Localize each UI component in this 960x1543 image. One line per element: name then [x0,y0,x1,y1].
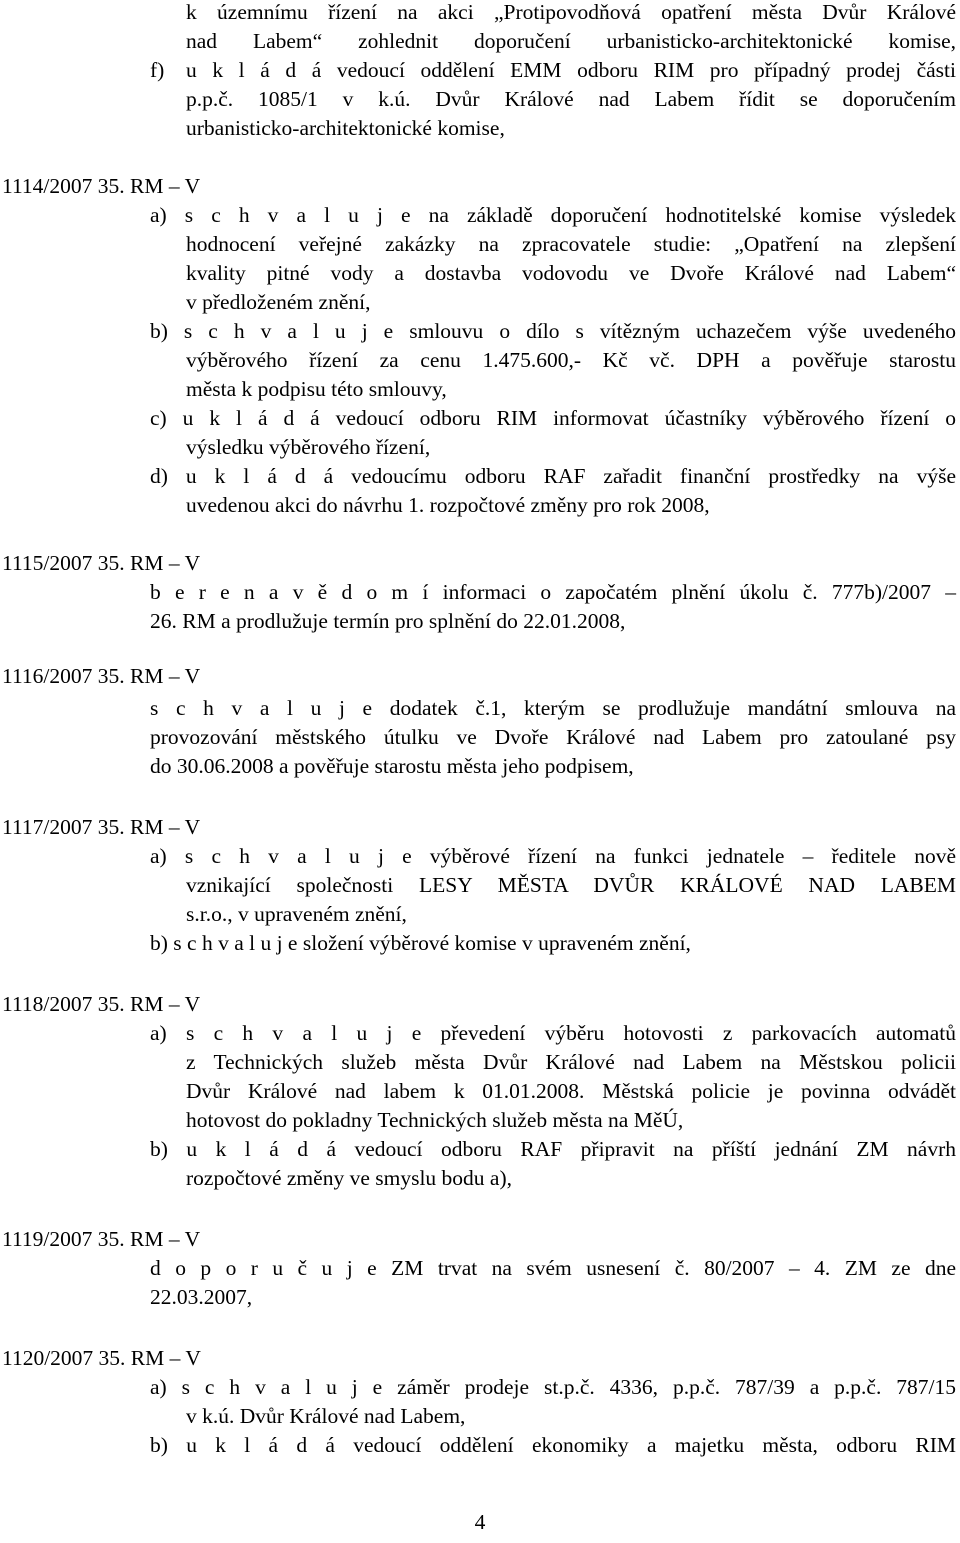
text-line: města k podpisu této smlouvy, [186,377,447,401]
text-line: a) s c h v a l u j e na základě doporučení hodnotitelské komise výsledek [150,203,956,227]
item-marker: f) [150,58,165,82]
text-line: a) s c h v a l u j e záměr prodeje st.p.č. 4336, p.p.č. 787/39 a p.p.č. 787/15 [150,1375,956,1399]
text-line: b) u k l á d á vedoucí oddělení ekonomiky a majetku města, odboru RIM [150,1433,956,1457]
text-line: 26. RM a prodlužuje termín pro splnění do 22.01.2008, [150,609,626,633]
text-line: c) u k l á d á vedoucí odboru RIM informovat účastníky výběrového řízení o [150,406,956,430]
text-line: k územnímu řízení na akci „Protipovodňová opatření města Dvůr Králové [186,0,956,24]
text-line: hodnocení veřejné zakázky na zpracovatele studie: „Opatření na zlepšení [186,232,956,256]
text-line: b) s c h v a l u j e smlouvu o dílo s vítězným uchazečem výše uvedeného [150,319,956,343]
text-line: u k l á d á vedoucí oddělení EMM odboru RIM pro případný prodej části [186,58,956,82]
text-line: provozování městského útulku ve Dvoře Králové nad Labem pro zatoulané psy [150,725,956,749]
text-line: v k.ú. Dvůr Králové nad Labem, [186,1404,466,1428]
text-line: a) s c h v a l u j e výběrové řízení na funkci jednatele – ředitele nově [150,844,956,868]
text-line: b e r e n a v ě d o m í informaci o započatém plnění úkolu č. 777b)/2007 – [150,580,956,604]
page-number: 4 [474,1510,486,1534]
text-line: vznikající společnosti LESY MĚSTA DVŮR KRÁLOVÉ NAD LABEM [186,873,956,897]
text-line: p.p.č. 1085/1 v k.ú. Dvůr Králové nad Labem řídit se doporučením [186,87,956,111]
text-line: rozpočtové změny ve smyslu bodu a), [186,1166,512,1190]
text-line: kvality pitné vody a dostavba vodovodu ve Dvoře Králové nad Labem“ [186,261,956,285]
text-line: nad Labem“ zohlednit doporučení urbanisticko-architektonické komise, [186,29,956,53]
text-line: d) u k l á d á vedoucímu odboru RAF zařadit finanční prostředky na výše [150,464,956,488]
text-line: s c h v a l u j e dodatek č.1, kterým se prodlužuje mandátní smlouva na [150,696,956,720]
text-line: urbanisticko-architektonické komise, [186,116,505,140]
resolution-heading: 1117/2007 35. RM – V [2,815,201,839]
text-line: 22.03.2007, [150,1285,253,1309]
text-line: do 30.06.2008 a pověřuje starostu města jeho podpisem, [150,754,634,778]
text-line: v předloženém znění, [186,290,371,314]
text-line: b) u k l á d á vedoucí odboru RAF připravit na příští jednání ZM návrh [150,1137,956,1161]
resolution-heading: 1120/2007 35. RM – V [2,1346,201,1370]
resolution-heading: 1116/2007 35. RM – V [2,664,201,688]
resolution-heading: 1119/2007 35. RM – V [2,1227,201,1251]
text-line: výběrového řízení za cenu 1.475.600,- Kč vč. DPH a pověřuje starostu [186,348,956,372]
text-line: z Technických služeb města Dvůr Králové nad Labem na Městskou policii [186,1050,956,1074]
text-line: uvedenou akci do návrhu 1. rozpočtové změny pro rok 2008, [186,493,710,517]
text-line: výsledku výběrového řízení, [186,435,431,459]
text-line: a) s c h v a l u j e převedení výběru hotovosti z parkovacích automatů [150,1021,956,1045]
resolution-heading: 1114/2007 35. RM – V [2,174,201,198]
text-line: b) s c h v a l u j e složení výběrové komise v upraveném znění, [150,931,691,955]
resolution-heading: 1118/2007 35. RM – V [2,992,201,1016]
resolution-heading: 1115/2007 35. RM – V [2,551,201,575]
text-line: s.r.o., v upraveném znění, [186,902,407,926]
text-line: d o p o r u č u j e ZM trvat na svém usnesení č. 80/2007 – 4. ZM ze dne [150,1256,956,1280]
text-line: hotovost do pokladny Technických služeb města na MěÚ, [186,1108,684,1132]
text-line: Dvůr Králové nad labem k 01.01.2008. Městská policie je povinna odvádět [186,1079,956,1103]
